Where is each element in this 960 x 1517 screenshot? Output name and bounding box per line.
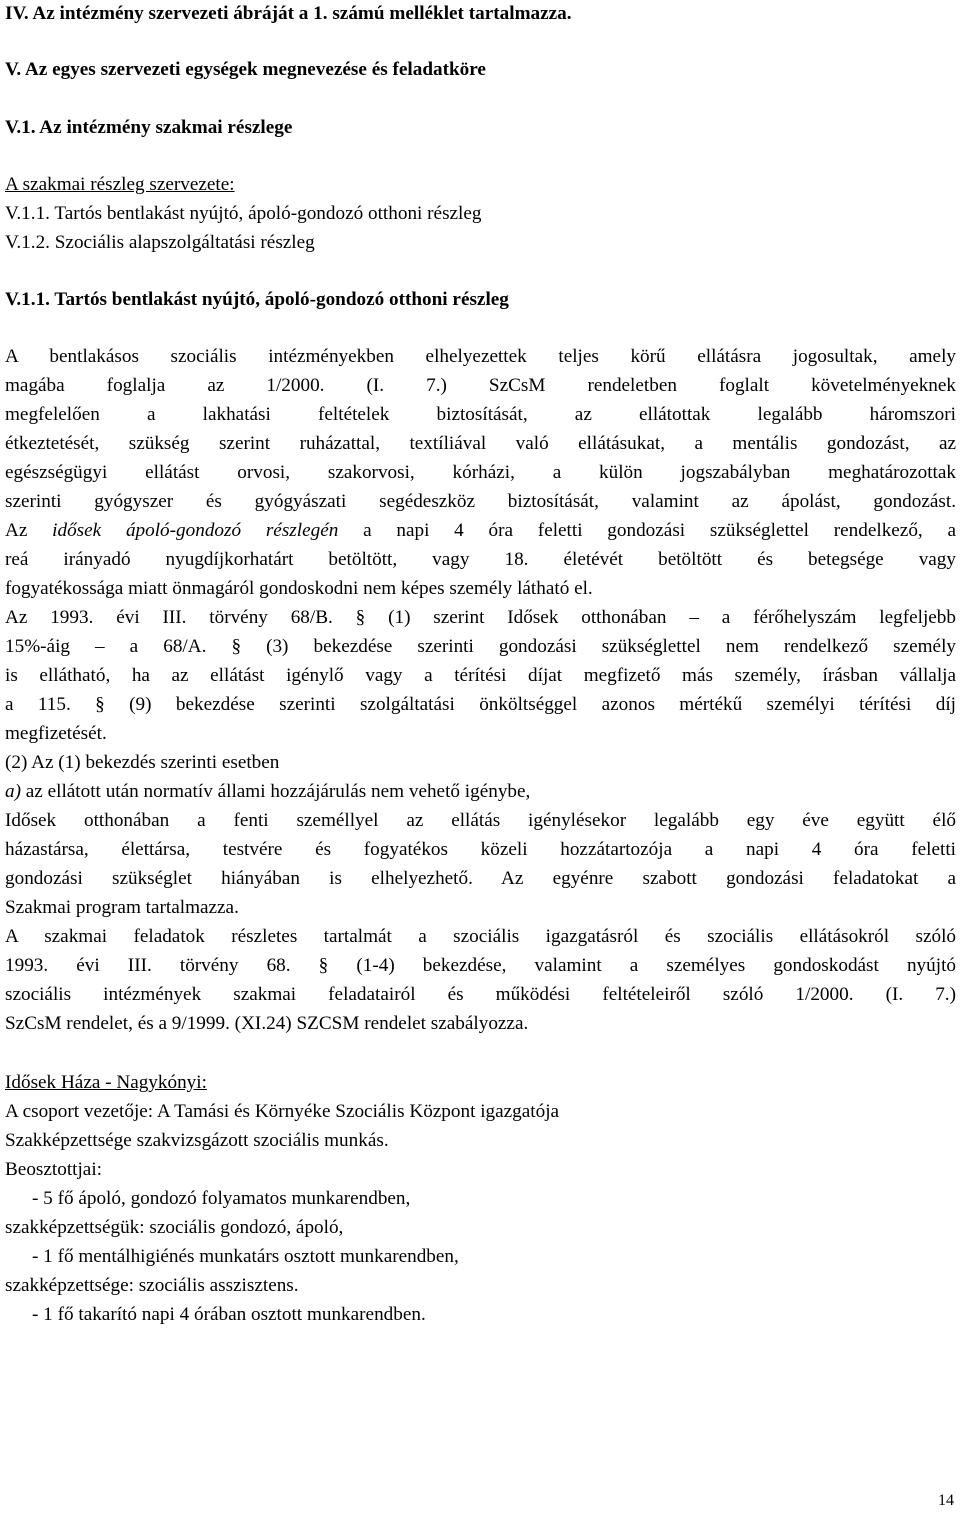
szakmai-title: A szakmai részleg szervezete: (5, 174, 235, 195)
heading-iv: IV. Az intézmény szervezeti ábráját a 1. számú melléklet tartalmazza. (5, 3, 572, 24)
body-line (5, 519, 956, 543)
body-text: a napi 4 óra feletti gondozási szükséglettel rendelkező, a (338, 520, 956, 541)
body-line: szociális intézmények szakmai feladatairól és működési feltételeiről szóló 1/2000. (I. 7.) (5, 984, 956, 1005)
body-line: Szakmai program tartalmazza. (5, 897, 239, 918)
heading-v1: V.1. Az intézmény szakmai részlege (5, 117, 293, 138)
body-line: 1993. évi III. törvény 68. § (1-4) bekezdése, valamint a személyes gondoskodást nyújtó (5, 955, 956, 976)
house-qualification: Szakképzettsége szakvizsgázott szociális munkás. (5, 1130, 389, 1151)
heading-v: V. Az egyes szervezeti egységek megnevezése és feladatköre (5, 59, 486, 80)
toc-item-2: V.1.2. Szociális alapszolgáltatási részleg (5, 232, 315, 253)
body-line: A szakmai feladatok részletes tartalmát a szociális igazgatásról és szociális ellátásokról szóló (5, 926, 956, 947)
body-line: szerinti gyógyszer és gyógyászati segédeszköz biztosítását, valamint az ápolást, gondozást. (5, 491, 956, 512)
body-line: Idősek otthonában a fenti személlyel az ellátás igénylésekor legalább egy éve együtt élő (5, 810, 956, 831)
body-line (5, 780, 530, 804)
section-heading: V.1.1. Tartós bentlakást nyújtó, ápoló-gondozó otthoni részleg (5, 289, 509, 310)
body-line: egészségügyi ellátást orvosi, szakorvosi, kórházi, a külön jogszabályban meghatározottak (5, 462, 956, 483)
body-italic-text: idősek ápoló-gondozó részlegén (52, 520, 339, 541)
body-line: SzCsM rendelet, és a 9/1999. (XI.24) SZCSM rendelet szabályozza. (5, 1013, 529, 1034)
body-line: megfizetését. (5, 723, 107, 744)
body-line: étkeztetését, szükség szerint ruházattal, textíliával való ellátásukat, a mentális gondozást, az (5, 433, 956, 454)
body-line: megfelelően a lakhatási feltételek biztosítását, az ellátottak legalább háromszori (5, 404, 956, 425)
staff-label: Beosztottjai: (5, 1159, 102, 1180)
page-number: 14 (938, 1492, 954, 1509)
body-line: A bentlakásos szociális intézményekben elhelyezettek teljes körű ellátásra jogosultak, amely (5, 346, 956, 367)
body-line: házastársa, élettársa, testvére és fogyatékos közeli hozzátartozója a napi 4 óra feletti (5, 839, 956, 860)
toc-item-1: V.1.1. Tartós bentlakást nyújtó, ápoló-gondozó otthoni részleg (5, 203, 482, 224)
house-leader: A csoport vezetője: A Tamási és Környéke Szociális Központ igazgatója (5, 1101, 560, 1122)
body-italic-text: a) (5, 781, 21, 802)
body-line: a 115. § (9) bekezdése szerinti szolgáltatási önköltséggel azonos mértékű személyi térítési díj (5, 694, 956, 715)
body-line: fogyatékossága miatt önmagáról gondoskodni nem képes személy látható el. (5, 578, 593, 599)
body-text: az ellátott után normatív állami hozzájárulás nem vehető igénybe, (20, 781, 531, 802)
body-line: Az 1993. évi III. törvény 68/B. § (1) szerint Idősek otthonában – a férőhelyszám legfeljebb (5, 607, 956, 628)
staff-qualification: szakképzettsége: szociális asszisztens. (5, 1275, 299, 1296)
staff-list-item: - 5 fő ápoló, gondozó folyamatos munkarendben, (32, 1188, 411, 1209)
body-line: (2) Az (1) bekezdés szerinti esetben (5, 752, 280, 773)
body-text: Az (5, 520, 53, 541)
body-line: 15%-áig – a 68/A. § (3) bekezdése szerinti gondozási szükséglettel nem rendelkező személy (5, 636, 956, 657)
body-line: reá irányadó nyugdíjkorhatárt betöltött, vagy 18. életévét betöltött és betegsége vagy (5, 549, 956, 570)
staff-qualification: szakképzettségük: szociális gondozó, ápoló, (5, 1217, 344, 1238)
body-line: gondozási szükséglet hiányában is elhelyezhető. Az egyénre szabott gondozási feladatokat a (5, 868, 956, 889)
staff-list-item: - 1 fő takarító napi 4 órában osztott munkarendben. (32, 1304, 426, 1325)
body-line: magába foglalja az 1/2000. (I. 7.) SzCsM rendeletben foglalt követelményeknek (5, 375, 956, 396)
house-title: Idősek Háza - Nagykónyi: (5, 1072, 207, 1093)
body-line: is ellátható, ha az ellátást igénylő vagy a térítési díjat megfizető más személy, írásban vállalja (5, 665, 956, 686)
staff-list-item: - 1 fő mentálhigiénés munkatárs osztott munkarendben, (32, 1246, 459, 1267)
